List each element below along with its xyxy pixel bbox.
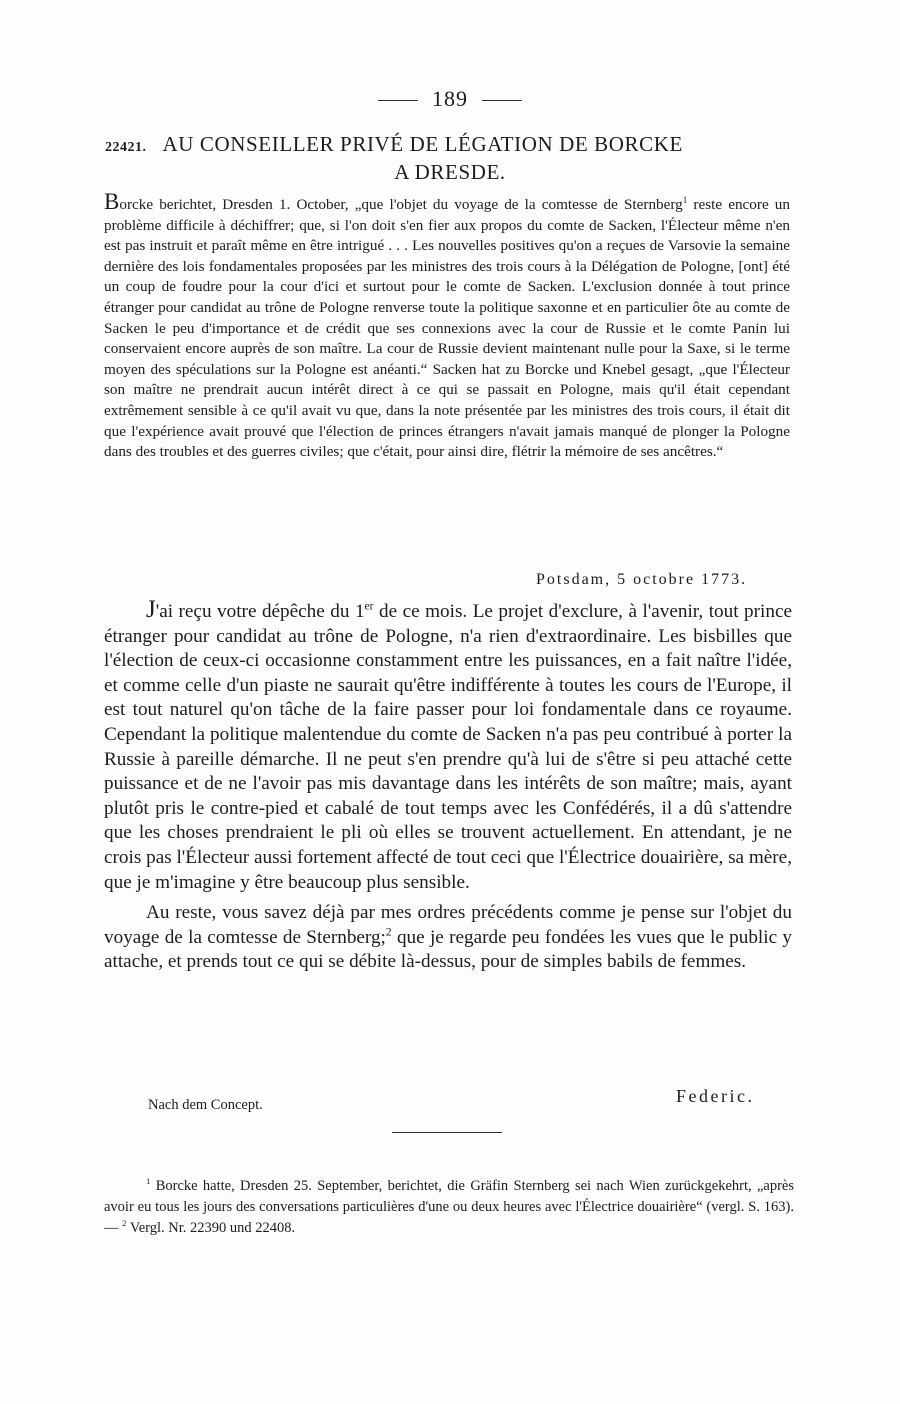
title-text-1: AU CONSEILLER PRIVÉ DE LÉGATION DE BORCKE — [162, 132, 683, 156]
summary-initial: B — [104, 189, 120, 214]
footnote-2-mark: 2 — [122, 1218, 127, 1229]
footnote-ref-2: 2 — [385, 926, 392, 939]
letter-paragraph-2 — [104, 901, 792, 975]
header-dash-left — [378, 100, 418, 101]
footnote-1-mark: 1 — [146, 1176, 151, 1187]
p1-superscript: er — [364, 600, 374, 613]
footnote-divider — [392, 1132, 502, 1133]
letter-paragraph-1 — [104, 598, 792, 895]
footnotes — [104, 1176, 794, 1239]
report-summary — [104, 189, 790, 463]
footnote-ref-1: 1 — [682, 194, 688, 205]
source-note: Nach dem Concept. — [148, 1097, 263, 1113]
footnote-2-text: Vergl. Nr. 22390 und 22408. — [126, 1220, 296, 1236]
summary-text-1: orcke berichtet, Dresden 1. October, „que l'objet du voyage de la comtesse de Sternberg — [119, 196, 683, 213]
summary-text-2: reste encore un problème difficile à déchiffrer; que, si l'on doit s'en fier aux propos du comte de Sacken, l'Électeur même n'en est pas instruit et paraît même en être intrigué . . . Les nouvelles positives qu'on a reçues de Varsovie la semaine dernière des lois fondamentales proposées par les ministres des trois cours à la Délégation de Pologne, [ont] été un coup de foudre pour la cour d'ici et surtout pour le comte de Sacken. L'exclusion donnée à tout prince étranger pour candidat au trône de Pologne renverse toute la politique saxonne et en particulier ôte au comte de Sacken le peu d'importance et de crédit que ses connexions avec la cour de Russie et le comte Panin lui conservaient encore auprès de son maître. La cour de Russie devient maintenant nulle pour la Saxe, si le terme moyen des spéculations sur la Pologne est anéanti.“ Sacken hat zu Borcke und Knebel gesagt, „que l'Électeur son maître ne prendrait aucun intérêt direct à ce qui se passait en Pologne, mais qu'il était cependant extrêmement sensible à ce qu'il avait vu que, dans la note présentée par les ministres des trois cours, il était dit que l'expérience avait prouvé que l'élection de princes étrangers n'avait jamais manqué de plonger la Pologne dans des troubles et des guerres civiles; que c'était, pour ainsi dire, flétrir la mémoire de ses ancêtres.“ — [104, 196, 790, 461]
title-line-2: A DRESDE. — [394, 160, 506, 184]
page-number: 189 — [432, 86, 468, 111]
title-line-1 — [105, 132, 795, 157]
letter-initial: J — [146, 596, 156, 623]
signature: Federic. — [676, 1086, 755, 1106]
letter-body — [104, 598, 792, 975]
p2-text-2: que je regarde peu fondées les vues que le public y attache, et prends tout ce qui se débite là-dessus, pour de simples babils de femmes. — [104, 926, 792, 973]
p1-text-1: 'ai reçu votre dépêche du 1 — [155, 601, 365, 622]
dateline: Potsdam, 5 octobre 1773. — [536, 571, 748, 588]
running-head — [0, 86, 900, 112]
footnote-1 — [104, 1176, 794, 1239]
header-dash-right — [482, 100, 522, 101]
p1-text-2: de ce mois. Le projet d'exclure, à l'avenir, tout prince étranger pour candidat au trône de Pologne, n'a rien d'extraordinaire. Les bisbilles que l'élection de ceux-ci occasionne constamment entre les puissances, en a fait naître l'idée, et comme celle d'un piaste ne saurait qu'être indifférente à toutes les cours de l'Europe, il est tout naturel qu'on tâche de la faire passer pour loi fondamentale dans ce royaume. Cependant la politique malentendue du comte de Sacken n'a pas peu contribué à porter la Russie à pareille démarche. Il ne peut s'en prendre qu'à lui de s'être si peu attaché cette puissance et de ne l'avoir pas mis davantage dans les intérêts de son maître; mais, ayant plutôt pris le contre-pied et cabalé de tout temps avec les Confédérés, il a dû s'attendre que les choses prendraient le pli où elles se trouvent actuellement. En attendant, je ne crois pas l'Électeur aussi fortement affecté de tout ceci que l'Électrice douairière, sa mère, que je m'imagine y être beaucoup plus sensible. — [104, 601, 792, 893]
document-number: 22421. — [105, 140, 147, 155]
document-title — [105, 132, 795, 185]
footnote-1-text: Borcke hatte, Dresden 25. September, berichtet, die Gräfin Sternberg sei nach Wien zurückgekehrt, „après avoir eu tous les jours des conversations particulières d'une ou deux heures avec l'Électrice douairière“ (vergl. S. 163). — — [104, 1178, 794, 1236]
p2-text-1: Au reste, vous savez déjà par mes ordres précédents comme je pense sur l'objet du voyage de la comtesse de Sternberg; — [104, 902, 792, 948]
